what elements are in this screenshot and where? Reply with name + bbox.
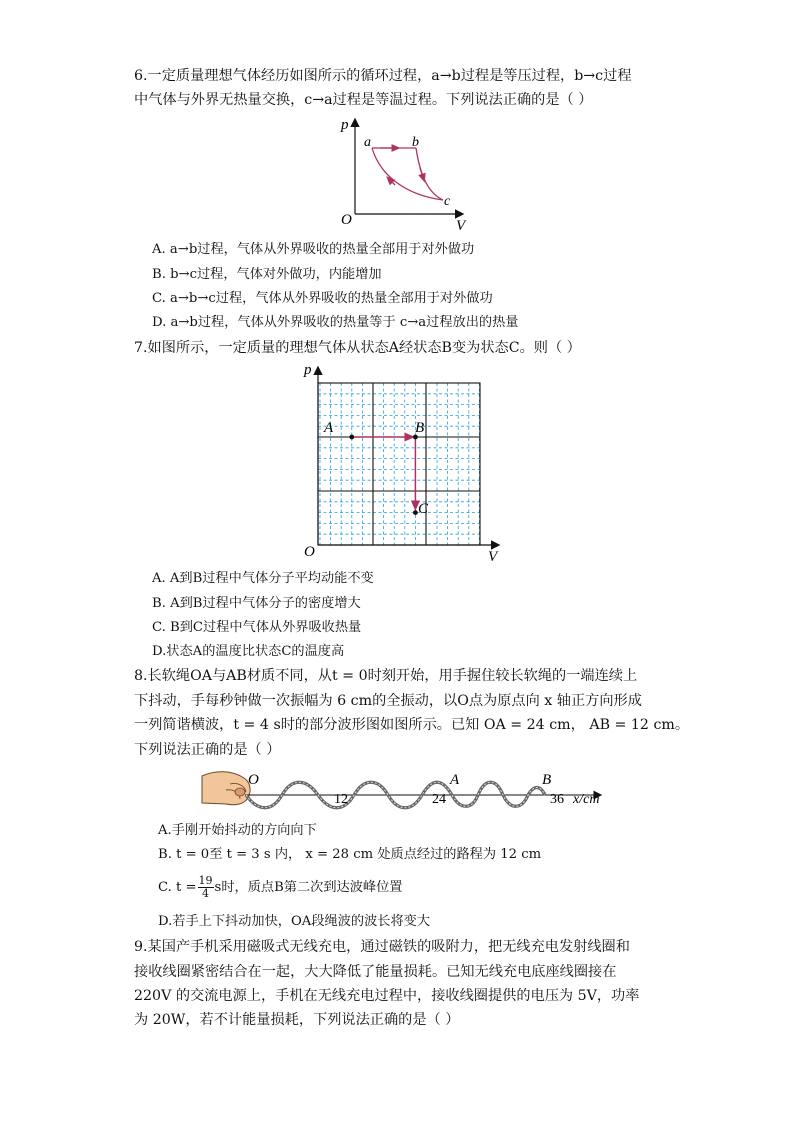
q6-stem-line1: 6.一定质量理想气体经历如图所示的循环过程，a→b过程是等压过程，b→c过程 (134, 68, 632, 84)
q6-axis-v-label: V (456, 218, 466, 234)
q8-option-c-suffix: s时，质点B第二次到达波峰位置 (214, 880, 403, 895)
q8-option-c-denominator: 4 (202, 887, 210, 900)
q6-option-c: C. a→b→c过程，气体从外界吸收的热量全部用于对外做功 (152, 291, 493, 306)
q8-point-b-label: B (542, 772, 552, 788)
q8-option-b: B. t = 0至 t = 3 s 内， x = 28 cm 处质点经过的路程为 12 cm (158, 847, 542, 862)
q8-stem-line2: 下抖动，手每秒钟做一次振幅为 6 cm的全振动，以O点为原点向 x 轴正方向形成 (134, 693, 642, 709)
q8-tick-12: 12 (334, 792, 348, 807)
q8-origin-label: O (248, 772, 259, 788)
q8-option-c-fraction (198, 875, 214, 900)
q7-axis-v-label: V (488, 549, 498, 565)
q7-stem: 7.如图所示，一定质量的理想气体从状态A经状态B变为状态C。则（ ） (134, 340, 581, 356)
q6-option-d: D. a→b过程，气体从外界吸收的热量等于 c→a过程放出的热量 (152, 315, 519, 330)
q7-option-c: C. B到C过程中气体从外界吸收热量 (152, 620, 362, 635)
q8-option-d: D.若手上下抖动加快，OA段绳波的波长将变大 (158, 914, 431, 929)
q7-point-b-label: B (415, 420, 425, 436)
q7-origin-label: O (304, 544, 315, 560)
q6-axis-p-label: p (341, 117, 349, 133)
q6-stem-line2: 中气体与外界无热量交换，c→a过程是等温过程。下列说法正确的是（ ） (134, 92, 593, 108)
q9-line4: 为 20W，若不计能量损耗，下列说法正确的是（ ） (134, 1012, 460, 1028)
q8-stem-line4: 下列说法正确的是（ ） (134, 742, 281, 758)
q8-option-c-numerator: 19 (198, 874, 213, 887)
q8-tick-36: 36 (550, 792, 564, 807)
q8-option-a: A.手刚开始抖动的方向向下 (158, 823, 317, 838)
q8-axis-label: x/cm (573, 792, 600, 807)
q6-point-b-label: b (412, 135, 419, 150)
q6-option-b: B. b→c过程，气体对外做功，内能增加 (152, 267, 382, 282)
q9-line3: 220V 的交流电源上，手机在无线充电过程中，接收线圈提供的电压为 5V，功率 (134, 988, 640, 1004)
q6-origin-label: O (341, 212, 352, 228)
q7-point-c-label: C (418, 501, 429, 517)
q8-tick-24: 24 (432, 792, 446, 807)
q7-option-b: B. A到B过程中气体分子的密度增大 (152, 596, 361, 611)
q9-line1: 9.某国产手机采用磁吸式无线充电，通过磁铁的吸附力，把无线充电发射线圈和 (134, 939, 630, 955)
q7-option-d: D.状态A的温度比状态C的温度高 (152, 644, 345, 659)
q6-option-a: A. a→b过程，气体从外界吸收的热量全部用于对外做功 (152, 242, 475, 257)
q7-axis-p-label: p (304, 362, 312, 378)
q8-option-c-prefix: C. t = (158, 880, 197, 895)
q6-point-a-label: a (364, 135, 371, 150)
q8-stem-line3: 一列简谐横波，t = 4 s时的部分波形图如图所示。已知 OA = 24 cm， AB = 12 cm。 (134, 717, 690, 733)
q8-point-a-label: A (450, 772, 460, 788)
q7-option-a: A. A到B过程中气体分子平均动能不变 (152, 571, 374, 586)
q8-option-c (158, 874, 402, 902)
q9-line2: 接收线圈紧密结合在一起，大大降低了能量损耗。已知无线充电底座线圈接在 (134, 964, 617, 980)
hand-illustration (202, 772, 250, 805)
q6-point-c-label: c (444, 194, 451, 209)
q7-point-a-label: A (324, 420, 334, 436)
q8-stem-line1: 8.长软绳OA与AB材质不同，从t = 0时刻开始，用手握住较长软绳的一端连续上 (134, 668, 638, 684)
